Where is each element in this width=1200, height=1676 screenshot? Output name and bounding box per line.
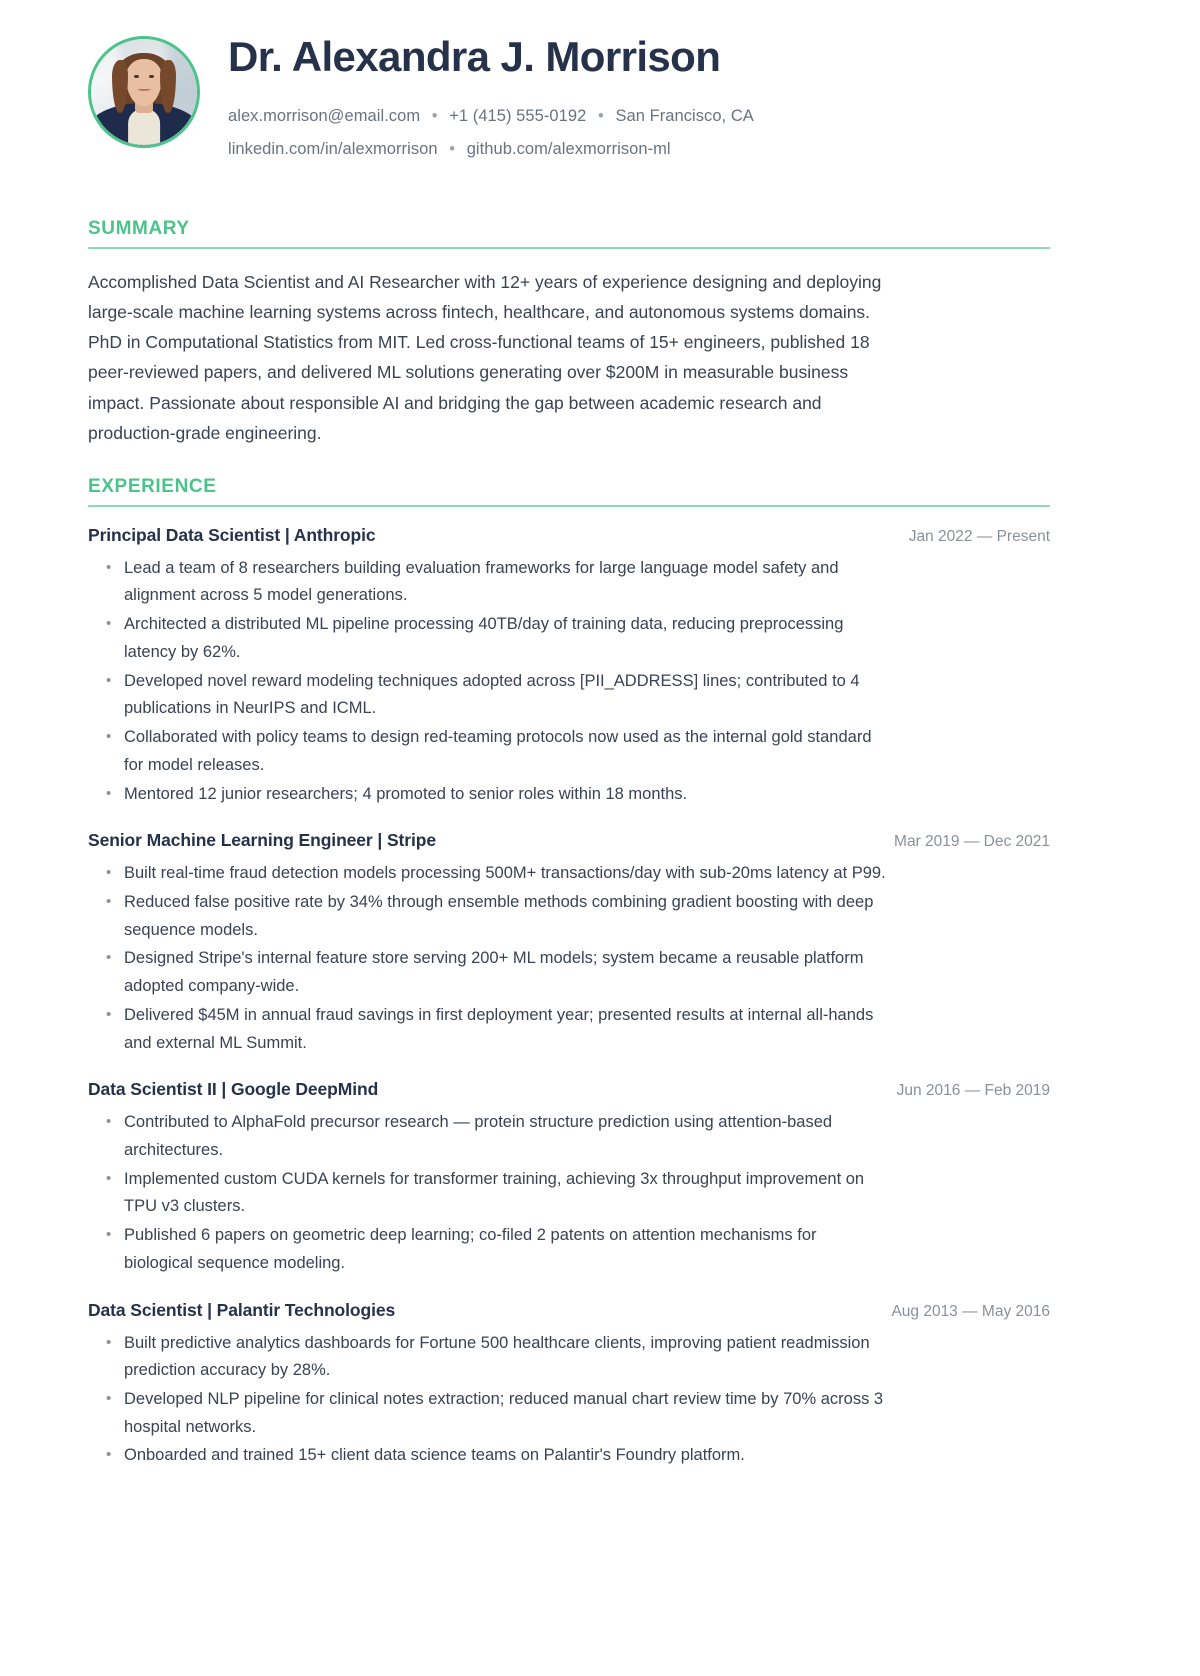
job-bullet: • Lead a team of 8 researchers building evaluation frameworks for large language model safety and alignment across 5 model generations. [88, 555, 888, 610]
experience-entry-header [88, 1300, 1050, 1321]
page-title: Dr. Alexandra J. Morrison [228, 33, 721, 80]
experience-entry [88, 1079, 1050, 1277]
resume-header [88, 26, 1050, 166]
location-text: San Francisco, CA [615, 107, 754, 126]
job-dates: Aug 2013 — May 2016 [891, 1302, 1050, 1320]
experience-entry-header [88, 525, 1050, 546]
job-bullet: • Developed NLP pipeline for clinical notes extraction; reduced manual chart review time by 70% across 3 hospital networks. [88, 1386, 888, 1441]
github-link[interactable]: github.com/alexmorrison-ml [466, 140, 671, 159]
separator-dot-icon: • [597, 107, 604, 126]
job-bullet: • Built predictive analytics dashboards for Fortune 500 healthcare clients, improving patient readmission prediction accuracy by 28%. [88, 1330, 888, 1385]
experience-entry-header [88, 1079, 1050, 1100]
job-bullet: • Architected a distributed ML pipeline processing 40TB/day of training data, reducing preprocessing latency by 62%. [88, 611, 888, 666]
experience-entry [88, 1300, 1050, 1471]
contact-line-primary [228, 100, 1050, 133]
job-bullet: • Published 6 papers on geometric deep learning; co-filed 2 patents on attention mechanisms for biological sequence modeling. [88, 1222, 888, 1277]
separator-dot-icon: • [431, 107, 438, 126]
phone-text[interactable]: +1 (415) 555-0192 [449, 107, 587, 126]
job-dates: Jun 2016 — Feb 2019 [896, 1082, 1050, 1100]
section-summary [88, 218, 1050, 448]
experience-entry [88, 525, 1050, 808]
job-bullet: • Mentored 12 junior researchers; 4 promoted to senior roles within 18 months. [88, 781, 888, 809]
job-title: Principal Data Scientist | Anthropic [88, 524, 376, 545]
experience-list [88, 525, 1050, 1470]
header-text-block [228, 32, 1050, 166]
job-bullet: • Onboarded and trained 15+ client data science teams on Palantir's Foundry platform. [88, 1442, 888, 1470]
job-bullet: • Contributed to AlphaFold precursor research — protein structure prediction using attention-based architectures. [88, 1109, 888, 1164]
profile-photo [91, 39, 197, 145]
email-text[interactable]: alex.morrison@email.com [228, 107, 421, 126]
job-bullet-list [88, 555, 1050, 808]
job-bullet-list [88, 1109, 1050, 1277]
summary-paragraph: Accomplished Data Scientist and AI Researcher with 12+ years of experience designing and deploying large-scale machine learning systems across fintech, healthcare, and autonomous systems domains. PhD in Computational Statistics from MIT. Led cross-functional teams of 15+ engineers, published 18 peer-reviewed papers, and delivered ML solutions generating over $200M in measurable business impact. Passionate about responsible AI and bridging the gap between academic research and production-grade engineering. [88, 272, 882, 443]
job-bullet: • Developed novel reward modeling techniques adopted across [PII_ADDRESS] lines; contributed to 4 publications in NeurIPS and ICML. [88, 668, 888, 723]
job-bullet: • Built real-time fraud detection models processing 500M+ transactions/day with sub-20ms latency at P99. [88, 860, 888, 888]
section-heading-experience: EXPERIENCE [88, 476, 1050, 507]
job-bullet-list [88, 1330, 1050, 1471]
experience-entry [88, 830, 1050, 1057]
job-dates: Mar 2019 — Dec 2021 [894, 833, 1050, 851]
contact-line-secondary [228, 133, 1050, 166]
avatar [88, 36, 200, 148]
job-bullet: • Delivered $45M in annual fraud savings in first deployment year; presented results at internal all-hands and external ML Summit. [88, 1002, 888, 1057]
linkedin-link[interactable]: linkedin.com/in/alexmorrison [228, 140, 438, 159]
job-title: Senior Machine Learning Engineer | Stripe [88, 830, 436, 851]
job-bullet: • Implemented custom CUDA kernels for transformer training, achieving 3x throughput improvement on TPU v3 clusters. [88, 1166, 888, 1221]
section-heading-summary: SUMMARY [88, 218, 1050, 249]
job-title: Data Scientist | Palantir Technologies [88, 1299, 396, 1320]
job-bullet: • Reduced false positive rate by 34% through ensemble methods combining gradient boosting with deep sequence models. [88, 889, 888, 944]
separator-dot-icon: • [449, 140, 456, 159]
job-bullet: • Collaborated with policy teams to design red-teaming protocols now used as the internal gold standard for model releases. [88, 724, 888, 779]
section-experience [88, 476, 1050, 1470]
job-title: Data Scientist II | Google DeepMind [88, 1079, 379, 1100]
job-dates: Jan 2022 — Present [908, 527, 1050, 545]
job-bullet-list [88, 860, 1050, 1057]
job-bullet: • Designed Stripe's internal feature store serving 200+ ML models; system became a reusable platform adopted company-wide. [88, 945, 888, 1000]
experience-entry-header [88, 830, 1050, 851]
